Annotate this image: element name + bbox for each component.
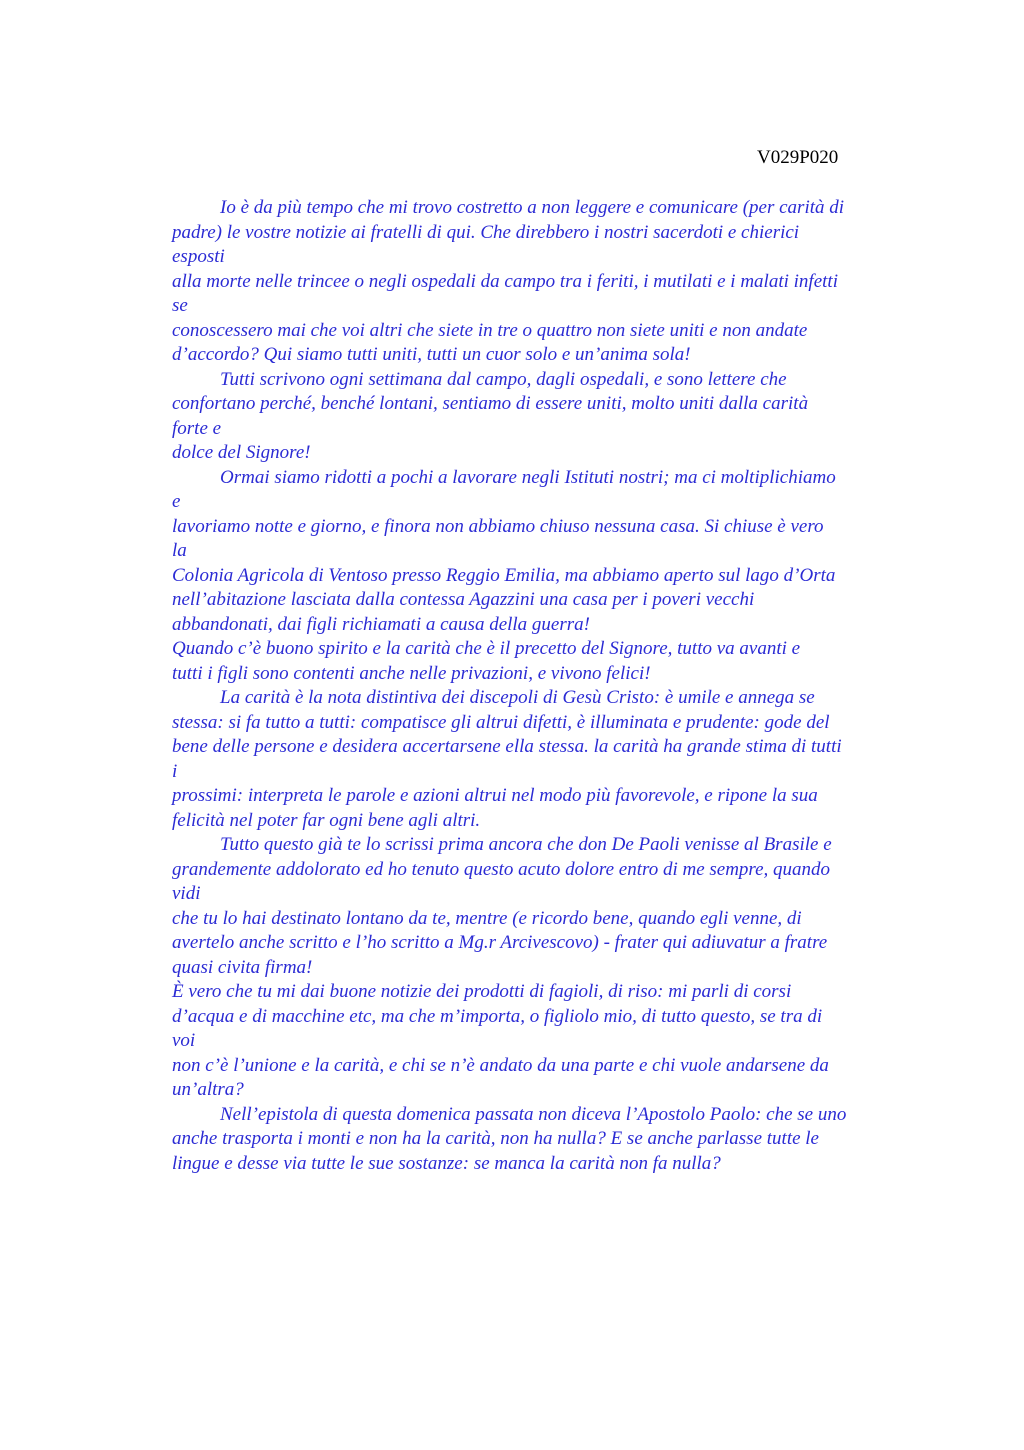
text-line: e [172, 491, 181, 512]
text-line: La carità è la nota distintiva dei discepoli di Gesù Cristo: è umile e annega se [220, 687, 815, 708]
text-line: che tu lo hai destinato lontano da te, mentre (e ricordo bene, quando egli venne, di [172, 907, 802, 929]
page-code: V029P020 [757, 147, 839, 168]
text-line: prossimi: interpreta le parole e azioni altrui nel modo più favorevole, e ripone la sua [172, 785, 818, 806]
text-line: felicità nel poter far ogni bene agli altri. [172, 809, 481, 831]
text-line: lavoriamo notte e giorno, e finora non abbiamo chiuso nessuna casa. Si chiuse è vero [172, 515, 824, 537]
text-line: nell’abitazione lasciata dalla contessa Agazzini una casa per i poveri vecchi [172, 589, 755, 610]
text-line: padre) le vostre notizie ai fratelli di qui. Che direbbero i nostri sacerdoti e chierici [172, 221, 800, 243]
text-line: stessa: si fa tutto a tutti: compatisce gli altrui difetti, è illuminata e prudente: gode del [172, 711, 830, 733]
text-line: avertelo anche scritto e l’ho scritto a Mg.r Arcivescovo) - frater qui adiuvatur a fratre [172, 932, 828, 953]
text-line: Quando c’è buono spirito e la carità che è il precetto del Signore, tutto va avanti e [172, 638, 801, 659]
text-line: vidi [172, 883, 201, 904]
text-line: È vero che tu mi dai buone notizie dei prodotti di fagioli, di riso: mi parli di corsi [172, 981, 792, 1002]
text-line: Colonia Agricola di Ventoso presso Reggio Emilia, ma abbiamo aperto sul lago d’Orta [172, 564, 836, 586]
text-line: i [172, 760, 178, 782]
text-line: Nell’epistola di questa domenica passata non diceva l’Apostolo Paolo: che se uno [220, 1103, 847, 1125]
text-line: voi [172, 1030, 196, 1051]
text-line: non c’è l’unione e la carità, e chi se n’è andato da una parte e chi vuole andarsene da [172, 1054, 829, 1076]
text-line: alla morte nelle trincee o negli ospedali da campo tra i feriti, i mutilati e i malati infetti [172, 270, 838, 292]
text-line: forte e [172, 417, 222, 439]
text-line: grandemente addolorato ed ho tenuto questo acuto dolore entro di me sempre, quando [172, 858, 831, 880]
text-line: Ormai siamo ridotti a pochi a lavorare negli Istituti nostri; ma ci moltiplichiamo [220, 466, 836, 488]
text-line: conoscessero mai che voi altri che siete in tre o quattro non siete uniti e non andate [172, 319, 808, 341]
text-line: la [172, 540, 187, 561]
text-line: dolce del Signore! [172, 442, 311, 463]
text-line: d’acqua e di macchine etc, ma che m’importa, o figliolo mio, di tutto questo, se tra di [172, 1005, 823, 1027]
text-line: un’altra? [172, 1079, 244, 1100]
text-line: Tutto questo già te lo scrissi prima ancora che don De Paoli venisse al Brasile e [220, 834, 832, 855]
text-line: quasi civita firma! [172, 956, 313, 978]
text-line: anche trasporta i monti e non ha la carità, non ha nulla? E se anche parlasse tutte le [172, 1128, 819, 1149]
letter-body [172, 196, 912, 1176]
text-line: d’accordo? Qui siamo tutti uniti, tutti un cuor solo e un’anima sola! [172, 344, 691, 365]
text-line: abbandonati, dai figli richiamati a causa della guerra! [172, 613, 590, 635]
text-line: bene delle persone e desidera accertarsene ella stessa. la carità ha grande stima di tutti [172, 736, 842, 757]
text-line: Io è da più tempo che mi trovo costretto a non leggere e comunicare (per carità di [220, 197, 845, 218]
text-line: se [172, 295, 188, 316]
text-line: confortano perché, benché lontani, sentiamo di essere uniti, molto uniti dalla carità [172, 393, 809, 414]
text-line: lingue e desse via tutte le sue sostanze: se manca la carità non fa nulla? [172, 1152, 721, 1174]
text-line: tutti i figli sono contenti anche nelle privazioni, e vivono felici! [172, 662, 651, 684]
text-line: esposti [172, 246, 225, 267]
text-line: Tutti scrivono ogni settimana dal campo, dagli ospedali, e sono lettere che [220, 368, 787, 390]
